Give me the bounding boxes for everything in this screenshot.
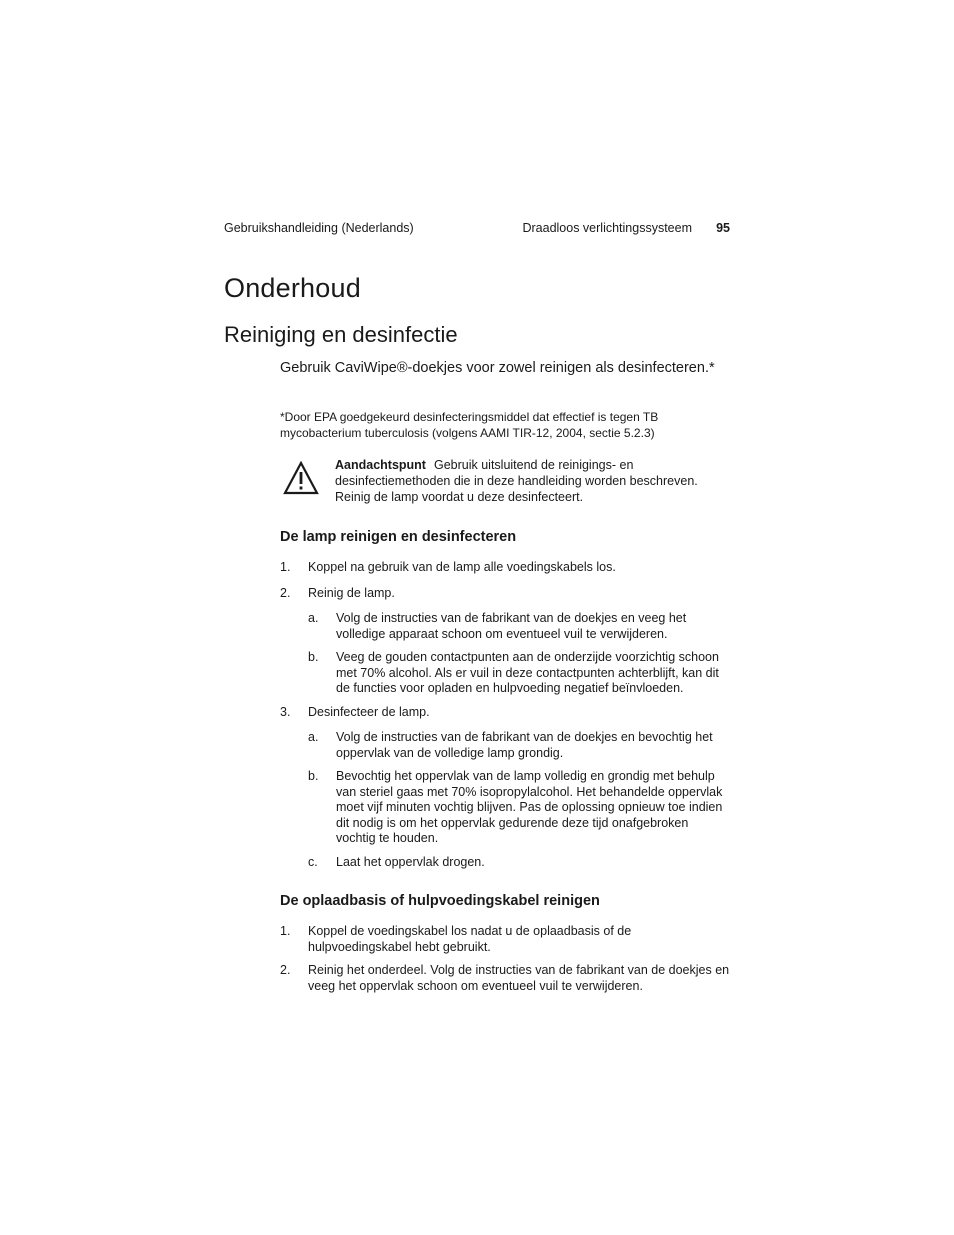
list-item-text: Koppel de voedingskabel los nadat u de oplaadbasis of de hulpvoedingskabel hebt gebruikt. — [308, 924, 632, 954]
page-title: Onderhoud — [224, 273, 361, 303]
caution-label: Aandachtspunt — [335, 458, 426, 472]
list-item-text: Volg de instructies van de fabrikant van de doekjes en bevochtig het oppervlak van de volledige lamp grondig. — [336, 730, 713, 760]
list-marker: b. — [308, 769, 319, 783]
list-marker: a. — [308, 730, 319, 744]
base-section-heading: De oplaadbasis of hulpvoedingskabel reinigen — [280, 893, 600, 909]
lamp-section-heading: De lamp reinigen en desinfecteren — [280, 529, 517, 545]
page-number: 95 — [716, 221, 730, 235]
intro-text: Gebruik CaviWipe®-doekjes voor zowel reinigen als desinfecteren.* — [280, 360, 715, 376]
list-marker: 3. — [280, 705, 291, 719]
caution-text: Gebruik uitsluitend de reinigings- en desinfectiemethoden die in deze handleiding worden beschreven. Reinig de lamp voordat u deze desinfecteert. — [335, 458, 698, 504]
page-header — [224, 221, 730, 239]
list-item-text: Reinig het onderdeel. Volg de instructies van de fabrikant van de doekjes en veeg het oppervlak schoon om eventueel vuil te verwijderen. — [308, 963, 730, 993]
list-item-text: Volg de instructies van de fabrikant van de doekjes en veeg het volledige apparaat schoon om eventueel vuil te verwijderen. — [336, 611, 687, 641]
list-marker: 1. — [280, 560, 291, 574]
footnote-text: *Door EPA goedgekeurd desinfecteringsmiddel dat effectief is tegen TB mycobacterium tuberculosis (volgens AAMI TIR-12, 2004, sectie 5.2.3) — [280, 410, 659, 440]
list-item-text: Bevochtig het oppervlak van de lamp volledig en grondig met behulp van steriel gaas met 70% isopropylalcohol. Het behandelde oppervlak moet vijf minuten vochtig blijven. Pas de oplossing opnieuw toe indien dit nodig is om het oppervlak gedurende deze tijd onafgebroken vochtig te houden. — [336, 769, 723, 845]
list-marker: 2. — [280, 586, 291, 600]
list-item-text: Laat het oppervlak drogen. — [336, 855, 485, 869]
header-manual-title: Gebruikshandleiding (Nederlands) — [224, 221, 414, 235]
list-item-text: Veeg de gouden contactpunten aan de onderzijde voorzichtig schoon met 70% alcohol. Als er vuil in deze contactpunten achterblijft, kan dit de functies voor opladen en hulpvoeding negatief beïnvloeden. — [336, 650, 719, 695]
list-marker: c. — [308, 855, 318, 869]
header-product-name: Draadloos verlichtingssysteem — [522, 221, 692, 235]
list-marker: 2. — [280, 963, 291, 977]
list-marker: b. — [308, 650, 319, 664]
list-item-text: Koppel na gebruik van de lamp alle voedingskabels los. — [308, 560, 616, 574]
warning-triangle-icon — [283, 461, 319, 495]
list-item-text: Desinfecteer de lamp. — [308, 705, 430, 719]
section-title: Reiniging en desinfectie — [224, 322, 458, 347]
list-marker: a. — [308, 611, 319, 625]
list-item-text: Reinig de lamp. — [308, 586, 395, 600]
list-marker: 1. — [280, 924, 291, 938]
caution-box — [280, 457, 740, 513]
